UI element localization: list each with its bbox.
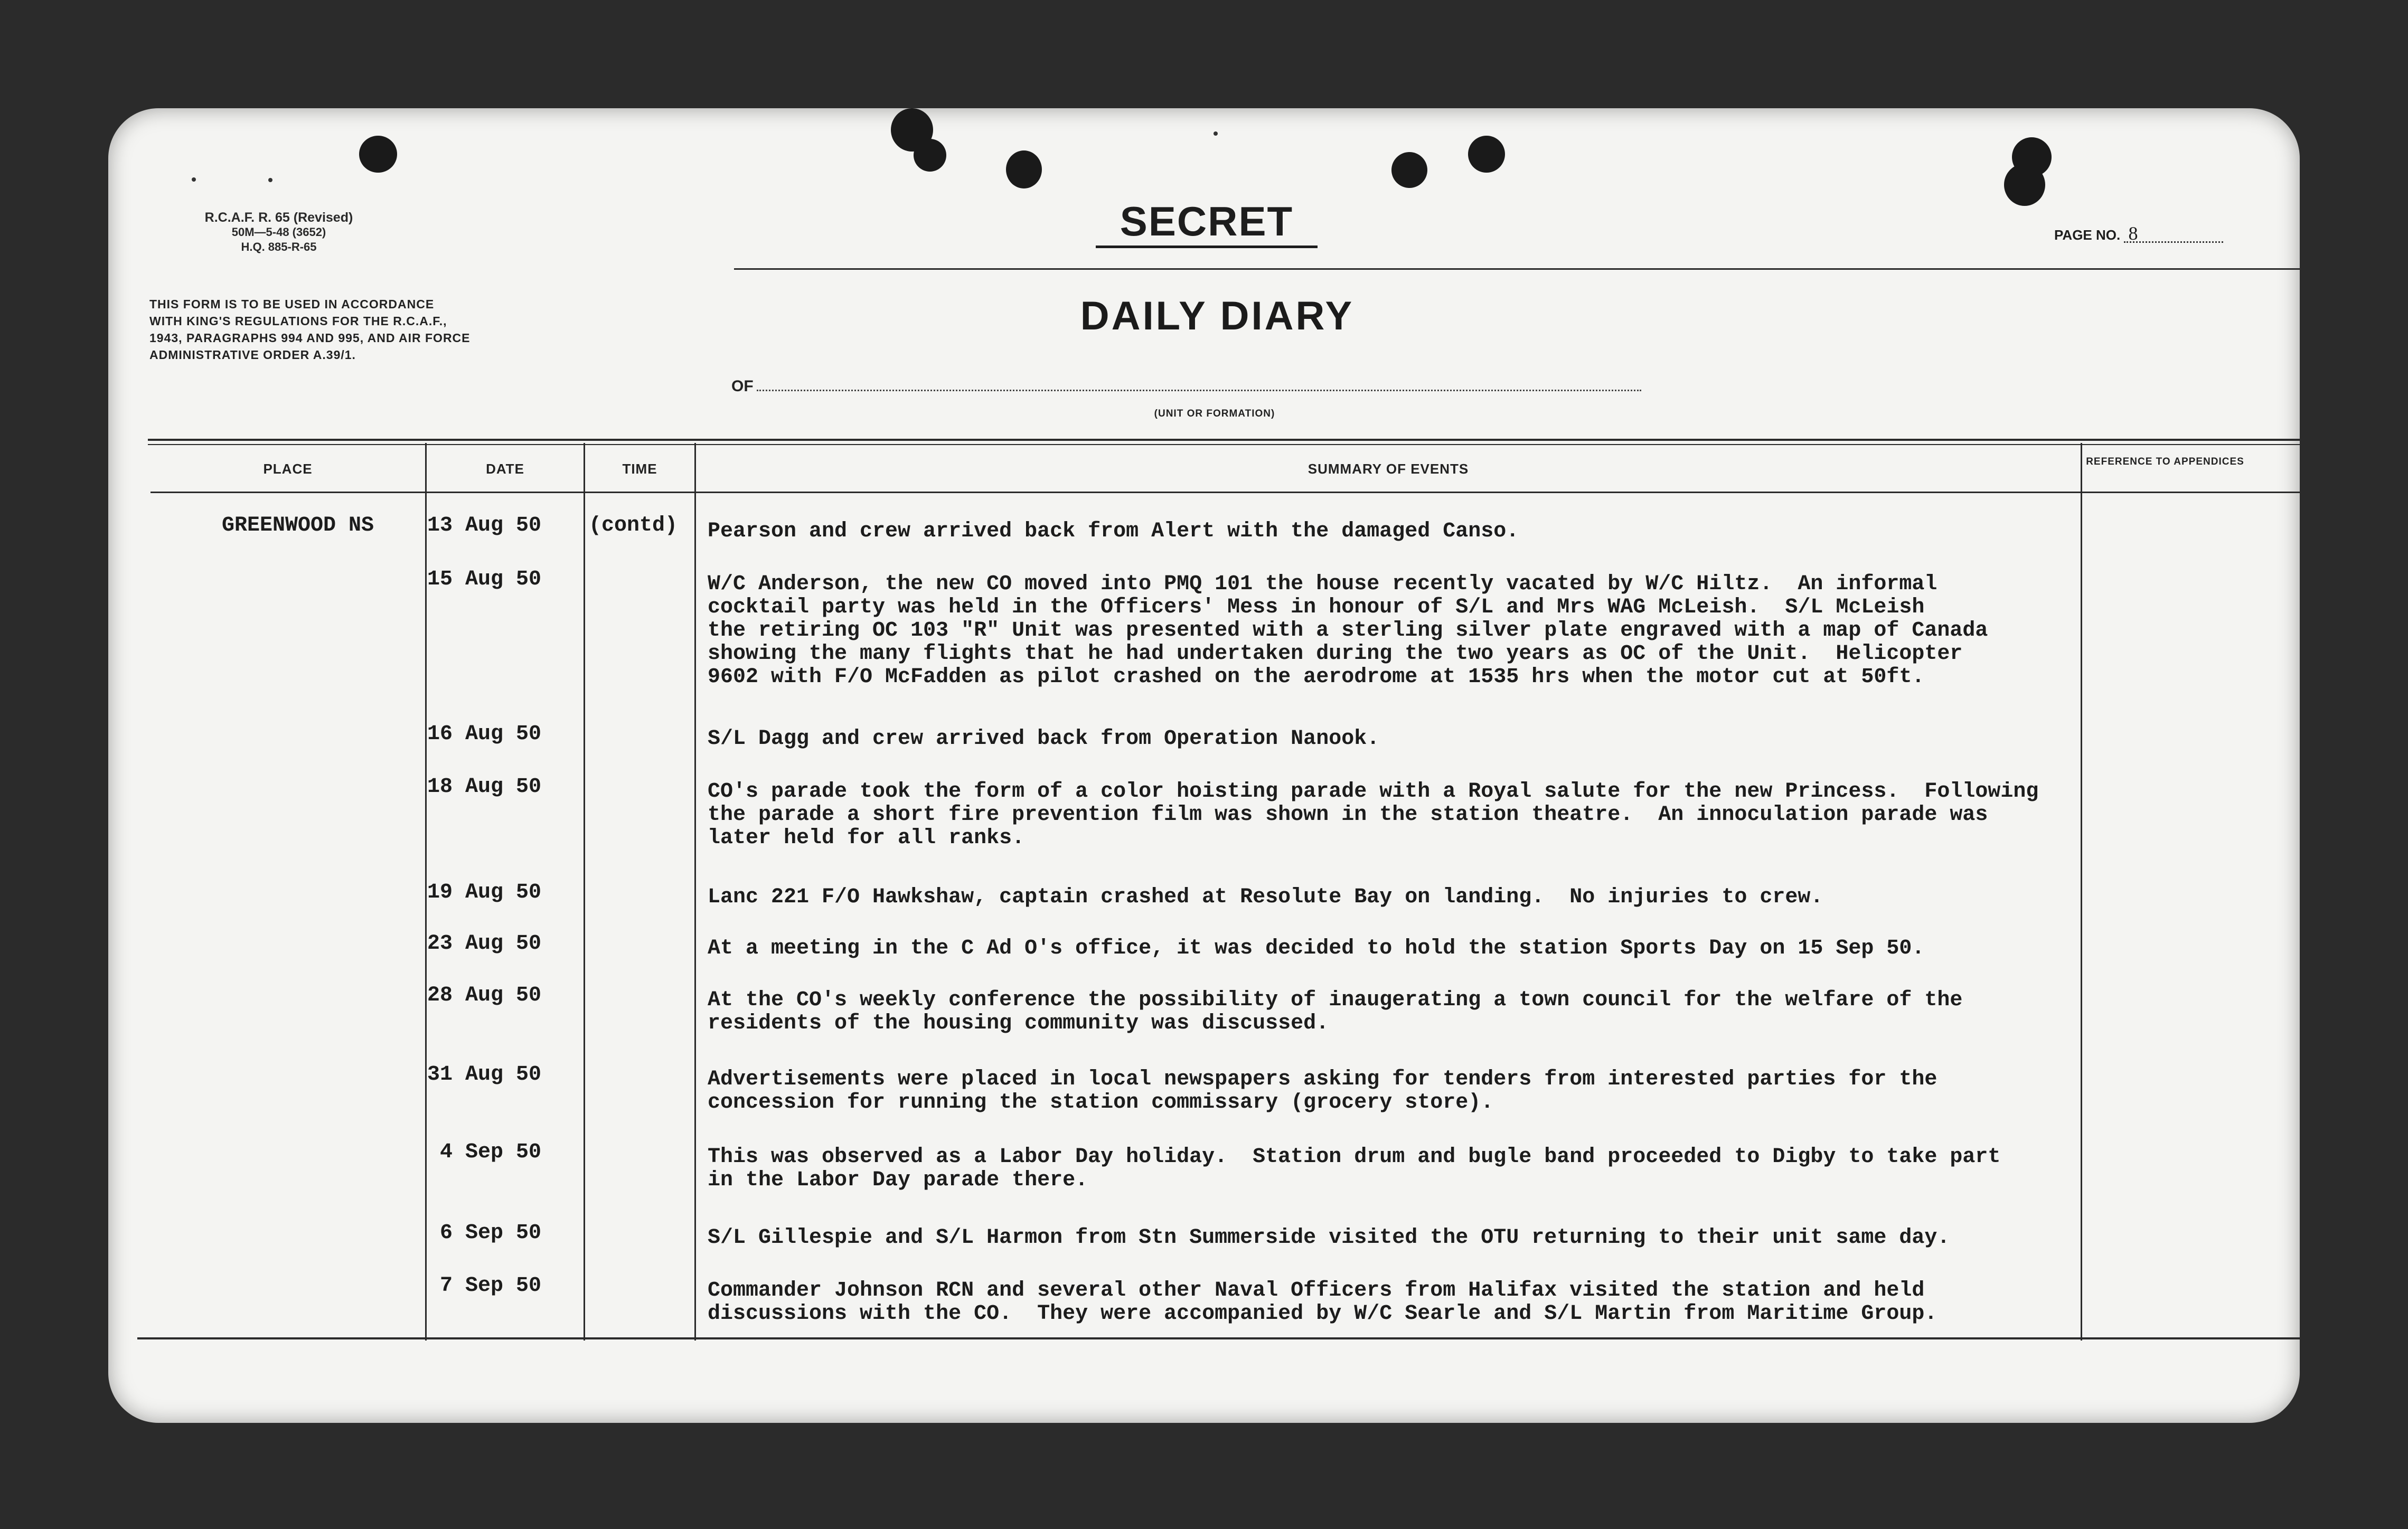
entry-date: 18 Aug 50: [427, 775, 541, 799]
column-header-time: TIME: [622, 461, 657, 477]
form-code-line: 50M—5-48 (3652): [231, 225, 326, 239]
header-bottom-rule: [150, 492, 2300, 493]
page-label: PAGE NO.: [2054, 227, 2121, 243]
punch-hole: [1391, 152, 1427, 188]
punch-hole: [1006, 150, 1042, 188]
entry-summary: This was observed as a Labor Day holiday. Station drum and bugle band proceeded to Digby to take part in the Labor Day parade there.: [708, 1145, 2001, 1192]
column-divider: [584, 443, 585, 1341]
table-top-rule: [148, 439, 2300, 441]
entry-date: 15 Aug 50: [427, 568, 541, 591]
entry-date: 19 Aug 50: [427, 881, 541, 904]
form-code-line: H.Q. 885-R-65: [241, 240, 317, 253]
entry-date: 16 Aug 50: [427, 722, 541, 746]
unit-blank: [757, 378, 1641, 391]
page-title: DAILY DIARY: [1080, 294, 1354, 338]
entry-date: 28 Aug 50: [427, 984, 541, 1007]
entry-date: 23 Aug 50: [427, 932, 541, 956]
punch-hole: [1468, 136, 1505, 173]
of-label: OF: [731, 377, 754, 395]
header-rule: [734, 268, 2300, 270]
entry-place: GREENWOOD NS: [222, 514, 374, 537]
punch-hole: [2004, 164, 2045, 206]
entry-date: 7 Sep 50: [439, 1274, 541, 1298]
entry-summary: W/C Anderson, the new CO moved into PMQ 101 the house recently vacated by W/C Hiltz. An informal cocktail party was held in the Officers' Mess in honour of S/L and Mrs WAG McLeish. S/L McLeish the retiring OC 103 "R" Unit was presented with a sterling silver plate engraved with a map of Canada showing the many flights that he had undertaken during the two years as OC of the Unit. Helicopter 9602 with F/O McFadden as pilot crashed on the aerodrome at 1535 hrs when the motor cut at 50ft.: [708, 572, 1988, 689]
speck: [1214, 131, 1218, 136]
column-header-summary: SUMMARY OF EVENTS: [1308, 461, 1469, 477]
entry-date: 4 Sep 50: [439, 1140, 541, 1164]
entry-date: 31 Aug 50: [427, 1063, 541, 1087]
entry-summary: Advertisements were placed in local newspapers asking for tenders from interested parties for the concession for running the station commissary (grocery store).: [708, 1068, 1937, 1115]
diary-page: [108, 108, 2300, 1423]
regulations-line: 1943, PARAGRAPHS 994 AND 995, AND AIR FORCE: [149, 331, 471, 345]
unit-label: (UNIT OR FORMATION): [1154, 408, 1275, 419]
regulations-line: WITH KING'S REGULATIONS FOR THE R.C.A.F.,: [149, 314, 447, 328]
speck: [268, 178, 272, 182]
classification-stamp: SECRET: [1096, 197, 1318, 248]
table-top-rule-2: [148, 444, 2300, 445]
regulations-line: ADMINISTRATIVE ORDER A.39/1.: [149, 348, 356, 362]
entry-summary: Pearson and crew arrived back from Alert with the damaged Canso.: [708, 520, 1519, 543]
column-divider: [2081, 443, 2082, 1341]
entry-date: 6 Sep 50: [439, 1221, 541, 1245]
entry-summary: Lanc 221 F/O Hawkshaw, captain crashed at Resolute Bay on landing. No injuries to crew.: [708, 885, 1823, 909]
form-code: [163, 210, 395, 254]
punch-hole: [914, 139, 946, 172]
page-number-field: [2054, 225, 2223, 243]
entry-summary: S/L Gillespie and S/L Harmon from Stn Summerside visited the OTU returning to their unit same day.: [708, 1226, 1950, 1250]
column-divider: [694, 443, 696, 1341]
form-code-line: R.C.A.F. R. 65 (Revised): [204, 210, 353, 225]
entry-summary: S/L Dagg and crew arrived back from Operation Nanook.: [708, 727, 1380, 751]
entry-summary: At a meeting in the C Ad O's office, it was decided to hold the station Sports Day on 15 Sep 50.: [708, 937, 1925, 960]
entry-summary: CO's parade took the form of a color hoisting parade with a Royal salute for the new Princess. Following the parade a short fire prevention film was shown in the station theatre. An innoculation parade was later held for all ranks.: [708, 780, 2039, 850]
column-header-place: PLACE: [263, 461, 313, 477]
entry-summary: At the CO's weekly conference the possibility of inaugerating a town council for the welfare of the residents of the housing community was discussed.: [708, 988, 1963, 1035]
speck: [192, 177, 196, 182]
entry-time: (contd): [589, 514, 678, 537]
unit-field: [731, 377, 1641, 395]
regulations-line: THIS FORM IS TO BE USED IN ACCORDANCE: [149, 297, 435, 311]
entry-summary: Commander Johnson RCN and several other Naval Officers from Halifax visited the station and held discussions with the CO. They were accompanied by W/C Searle and S/L Martin from Maritime Group.: [708, 1279, 1937, 1326]
table-bottom-rule: [137, 1337, 2300, 1339]
punch-hole: [359, 136, 397, 173]
column-header-reference: REFERENCE TO APPENDICES: [2086, 456, 2244, 467]
entry-date: 13 Aug 50: [427, 514, 541, 537]
page-number: 8: [2124, 225, 2223, 243]
column-header-date: DATE: [486, 461, 524, 477]
regulations-note: [149, 296, 551, 363]
